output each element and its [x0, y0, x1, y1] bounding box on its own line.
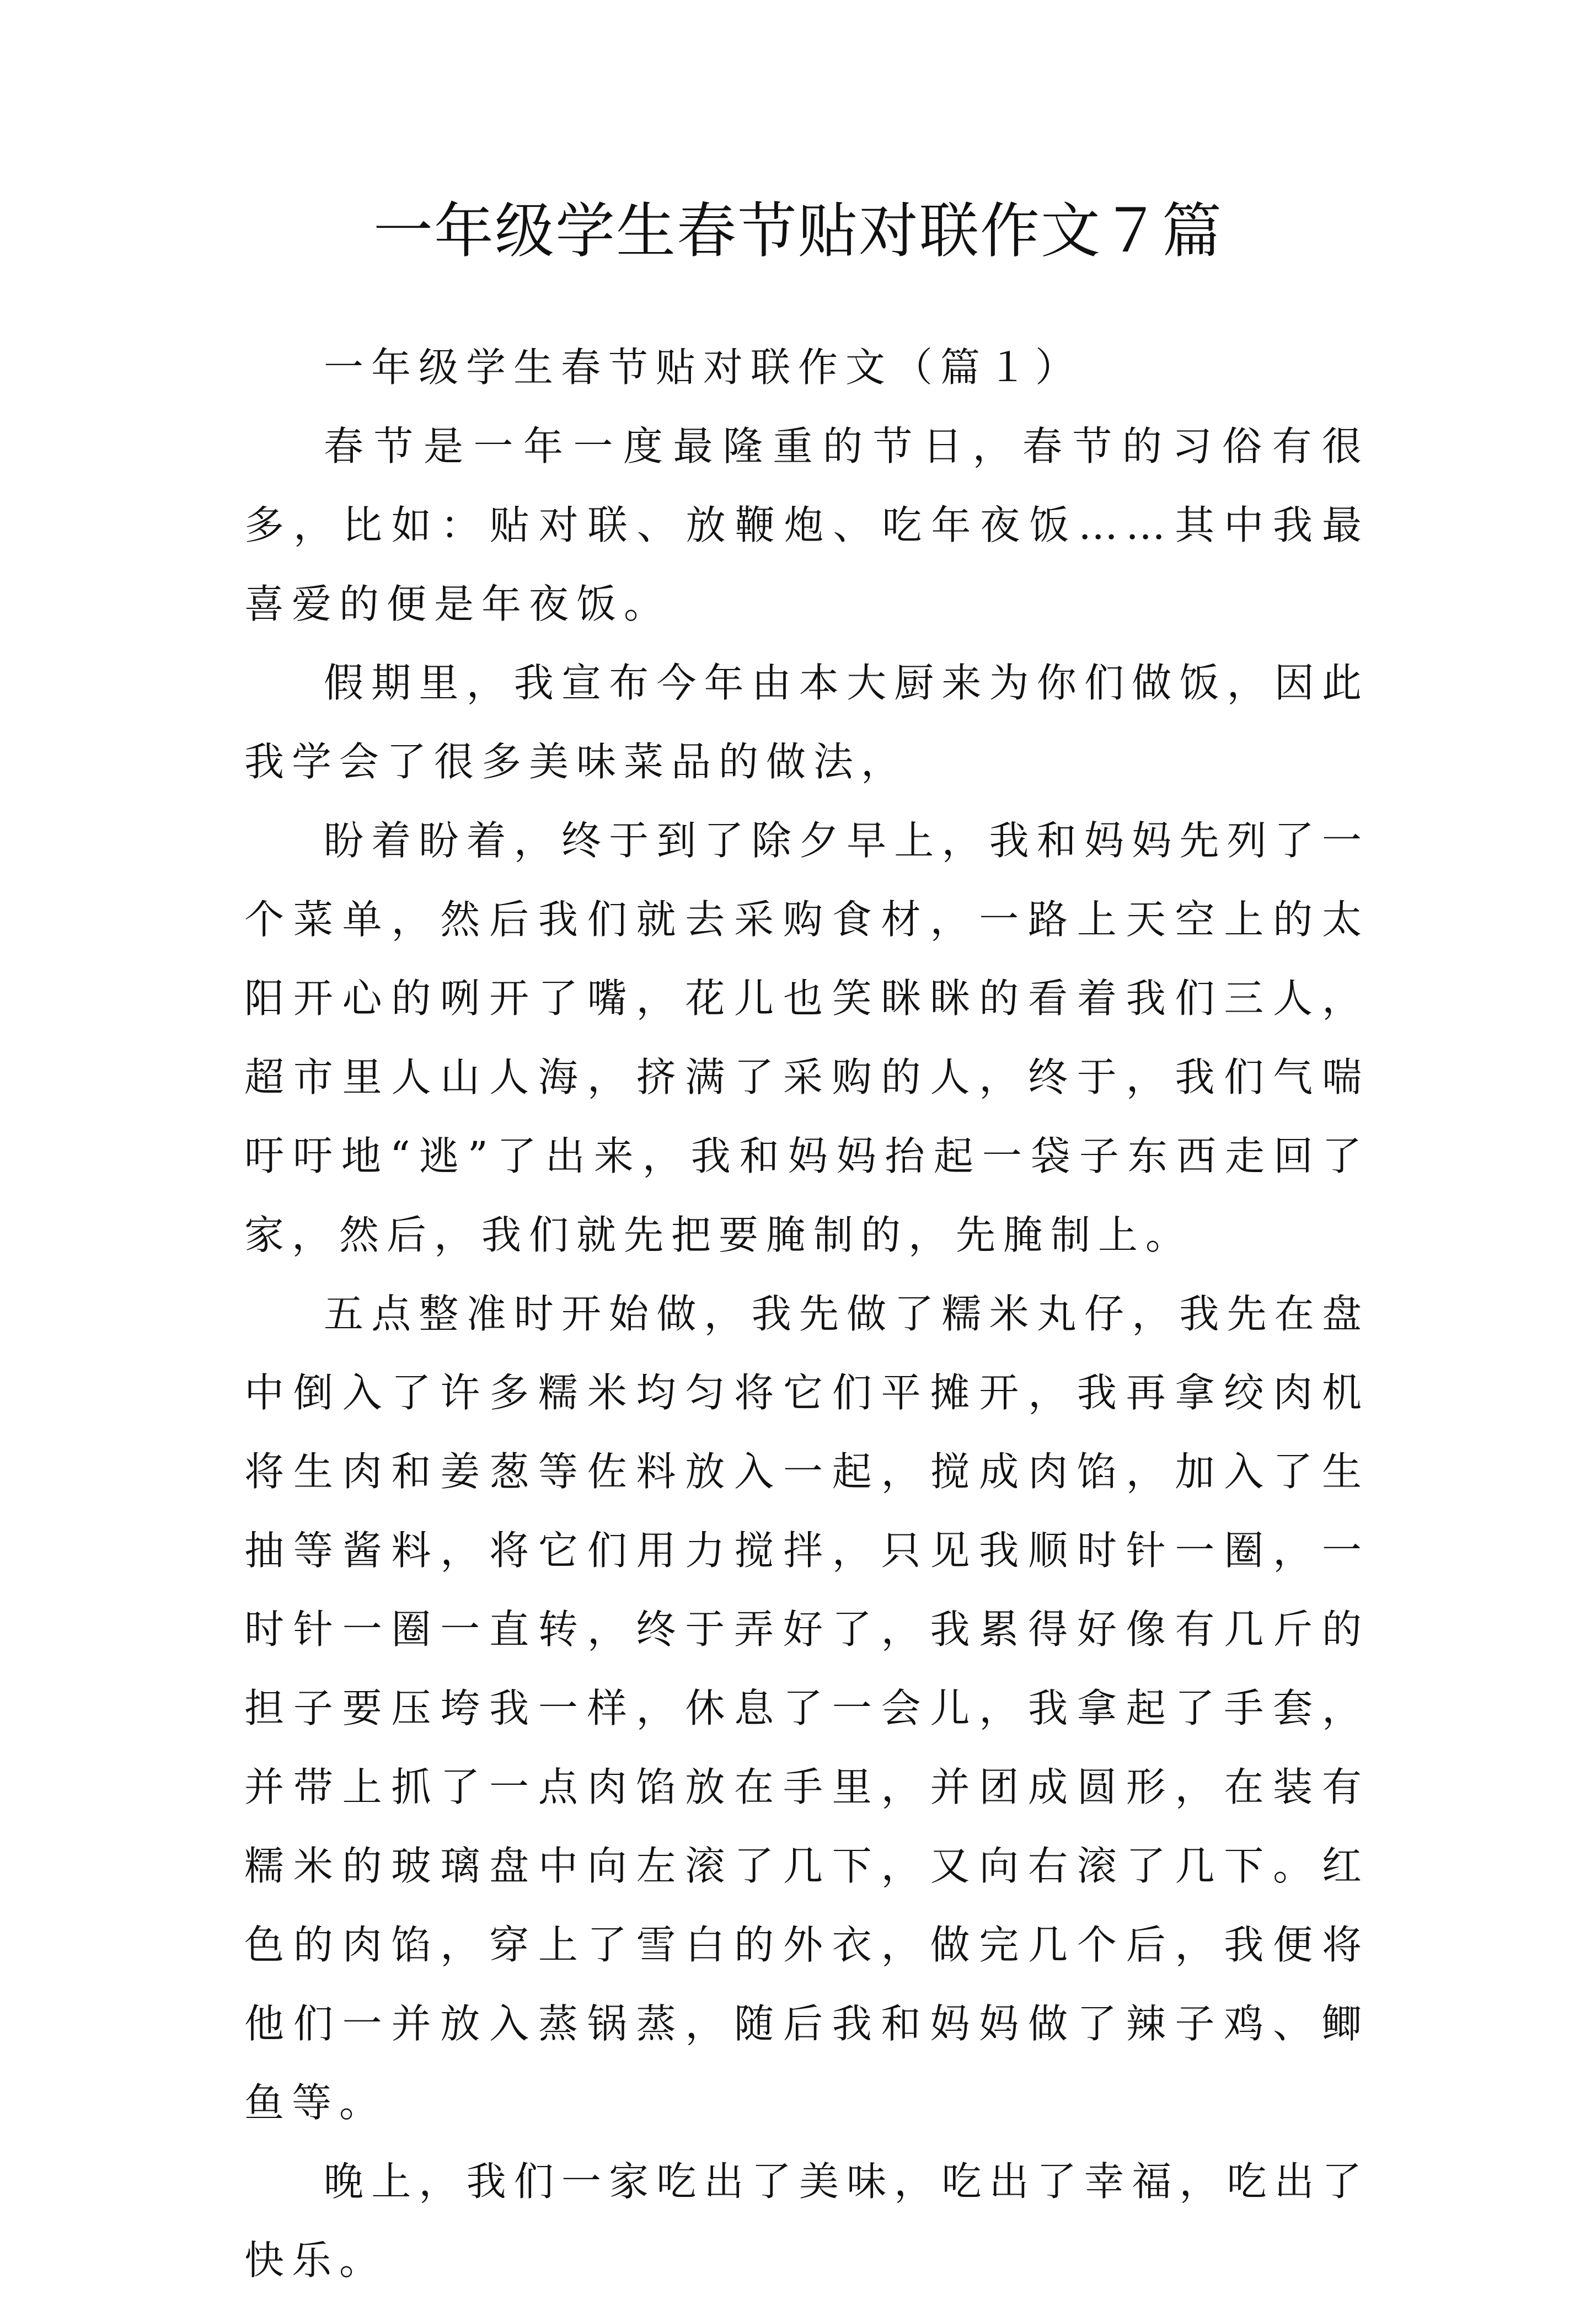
- paragraph: 晚上，我们一家吃出了美味，吃出了幸福，吃出了快乐。: [244, 2158, 1369, 2283]
- paragraph: 五点整准时开始做，我先做了糯米丸仔，我先在盘中倒入了许多糯米均匀将它们平摊开，我再拿绞肉机将生肉和姜葱等佐料放入一起，搅成肉馅，加入了生抽等酱料，将它们用力搅拌，只见我顺时针一圈，一时针一圈一直转，终于弄好了，我累得好像有几斤的担子要压垮我一样，休息了一会儿，我拿起了手套，并带上抓了一点肉馅放在手里，并团成圆形，在装有糯米的玻璃盘中向左滚了几下，又向右滚了几下。红色的肉馅，穿上了雪白的外衣，做完几个后，我便将他们一并放入蒸锅蒸，随后我和妈妈做了辣子鸡、鲫鱼等。: [244, 1291, 1369, 2126]
- section-heading: 一年级学生春节贴对联作文（篇１）: [324, 344, 1083, 391]
- paragraph: 假期里，我宣布今年由本大厨来为你们做饭，因此我学会了很多美味菜品的做法，: [244, 660, 1369, 785]
- document-body: [244, 328, 1369, 2300]
- paragraph: 盼着盼着，终于到了除夕早上，我和妈妈先列了一个菜单，然后我们就去采购食材，一路上天空上的太阳开心的咧开了嘴，花儿也笑眯眯的看着我们三人，超市里人山人海，挤满了采购的人，终于，我们气喘吁吁地“逃”了出来，我和妈妈抬起一袋子东西走回了家，然后，我们就先把要腌制的，先腌制上。: [244, 817, 1369, 1258]
- paragraph: 春节是一年一度最隆重的节日，春节的习俗有很多，比如：贴对联、放鞭炮、吃年夜饭……其中我最喜爱的便是年夜饭。: [244, 423, 1369, 627]
- document-title: 一年级学生春节贴对联作文７篇: [373, 197, 1223, 266]
